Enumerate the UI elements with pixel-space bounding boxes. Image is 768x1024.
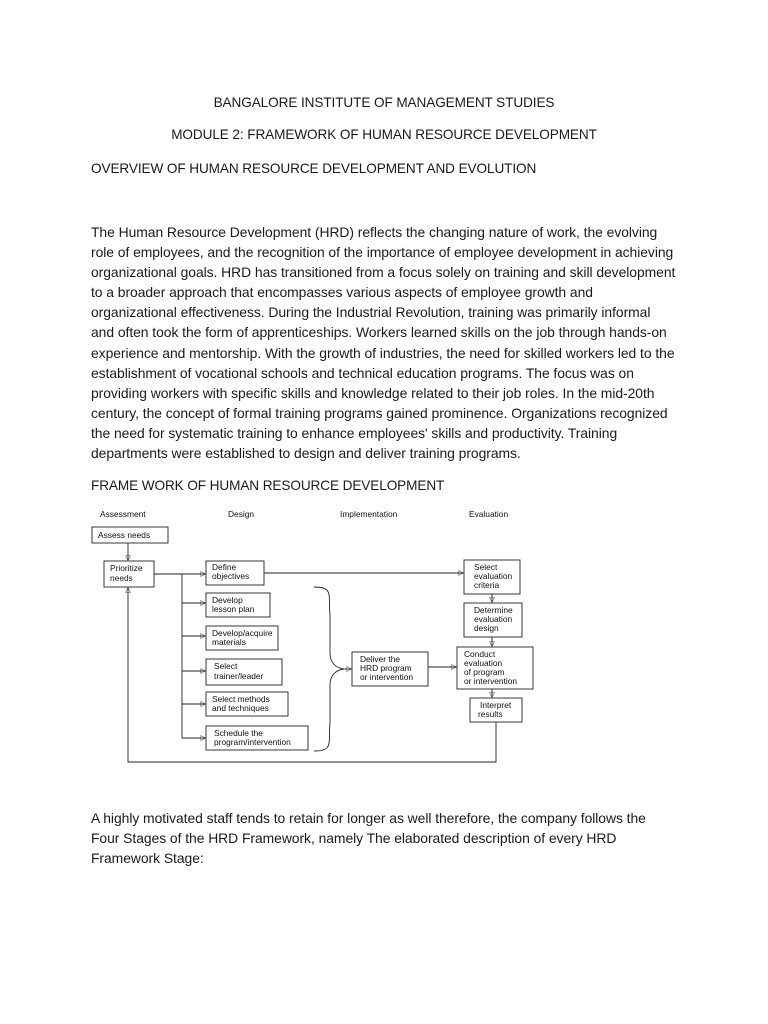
box-label: program/intervention [214,737,291,747]
overview-paragraph [91,222,691,463]
stage-header-evaluation: Evaluation [469,509,509,519]
box-label: design [474,623,499,633]
box-label: or intervention [360,672,414,682]
paragraph-line: century, the concept of formal training programs gained prominence. Organizations recognized [91,404,668,421]
paragraph-line: and often took the form of apprenticeships. Workers learned skills on the job through hands-on [91,324,667,341]
box-label: Assess needs [98,530,151,540]
box-label: Develop [212,595,243,605]
box-label: and techniques [212,703,269,713]
grouping-brace [314,587,344,751]
paragraph-line: Framework Stage: [91,850,204,867]
stage-header-implementation: Implementation [340,509,398,519]
box-label: evaluation [474,614,513,624]
hrd-framework-diagram [88,505,548,765]
box-label: objectives [212,571,250,581]
stage-header-assessment: Assessment [100,509,146,519]
box-label: HRD program [360,663,412,673]
paragraph-line: the need for systematic training to enhance employees' skills and productivity. Training [91,424,618,441]
module-title: MODULE 2: FRAMEWORK OF HUMAN RESOURCE DEVELOPMENT [171,127,597,142]
paragraph-line: to a broader approach that encompasses various aspects of employee growth and [91,284,593,301]
paragraph-line: role of employees, and the recognition of the importance of employee development in achieving [91,244,674,261]
box-label: lesson plan [212,604,255,614]
box-label: or intervention [464,676,518,686]
box-label: criteria [474,580,500,590]
box-label: Schedule the [214,728,263,738]
framework-title: FRAME WORK OF HUMAN RESOURCE DEVELOPMENT [91,478,445,493]
box-label: materials [212,637,246,647]
box-label: evaluation [464,658,503,668]
box-label: Deliver the [360,654,401,664]
paragraph-line: establishment of vocational schools and technical education programs. The focus was on [91,364,634,381]
box-label: of program [464,667,505,677]
paragraph-line: A highly motivated staff tends to retain for longer as well therefore, the company follows the [91,810,646,826]
paragraph-line: organizational goals. HRD has transitioned from a focus solely on training and skill development [91,264,676,281]
closing-paragraph [91,808,691,868]
paragraph-line: The Human Resource Development (HRD) reflects the changing nature of work, the evolving [91,224,658,240]
box-label: Determine [474,605,513,615]
box-label: Select methods [212,694,270,704]
paragraph-line: departments were established to design and deliver training programs. [91,445,521,462]
box-label: needs [110,573,133,583]
paragraph-line: Four Stages of the HRD Framework, namely The elaborated description of every HRD [91,830,617,847]
box-label: Develop/acquire [212,628,273,638]
box-label: results [478,709,503,719]
section-title: OVERVIEW OF HUMAN RESOURCE DEVELOPMENT AND EVOLUTION [91,161,537,176]
box-label: Prioritize [110,563,143,573]
box-label: Interpret [480,700,512,710]
paragraph-line: organizational effectiveness. During the Industrial Revolution, training was primarily informal [91,304,651,321]
box-label: Conduct [464,649,496,659]
feedback-loop-arrow [128,588,496,762]
institute-title: BANGALORE INSTITUTE OF MANAGEMENT STUDIES [213,95,555,110]
paragraph-line: providing workers with specific skills and knowledge related to their job roles. In the mid-20th [91,384,655,401]
box-label: trainer/leader [214,671,264,681]
box-label: evaluation [474,571,513,581]
stage-header-design: Design [228,509,255,519]
box-label: Select [214,661,238,671]
box-label: Select [474,562,498,572]
box-label: Define [212,562,237,572]
paragraph-line: experience and mentorship. With the growth of industries, the need for skilled workers led to the [91,344,675,361]
